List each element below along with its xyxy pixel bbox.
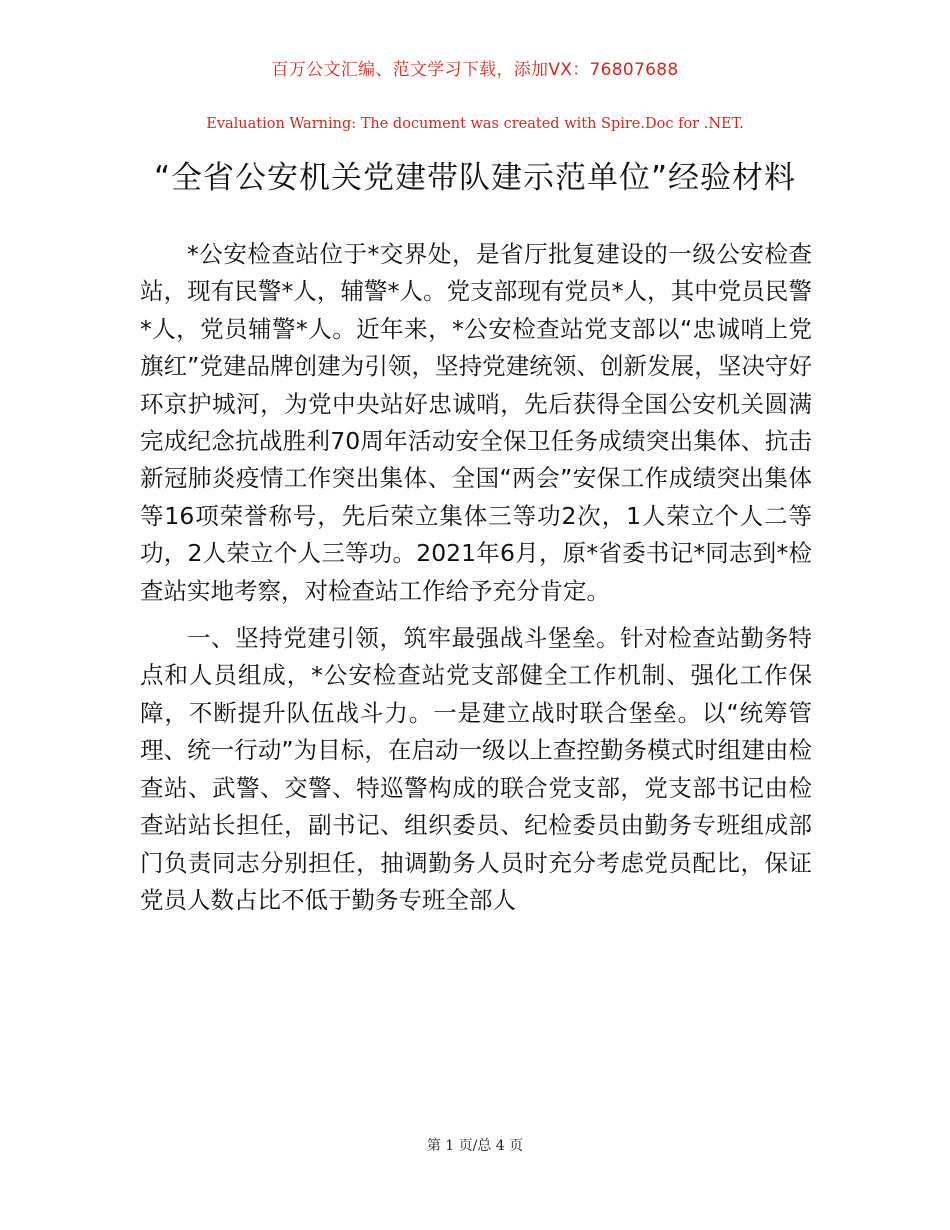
evaluation-warning: Evaluation Warning: The document was created with Spire.Doc for .NET. <box>206 116 744 132</box>
page-number-footer: 第 1 页/总 4 页 <box>426 1138 524 1154</box>
body-paragraph-section-1: 一、坚持党建引领，筑牢最强战斗堡垒。针对检查站勤务特点和人员组成，*公安检查站党支部健全工作机制、强化工作保障，不断提升队伍战斗力。一是建立战时联合堡垒。以“统筹管理、统一行动”为目标，在启动一级以上查控勤务模式时组建由检查站、武警、交警、特巡警构成的联合党支部，党支部书记由检查站站长担任，副书记、组织委员、纪检委员由勤务专班组成部门负责同志分别担任，抽调勤务人员时充分考虑党员配比，保证党员人数占比不低于勤务专班全部人 <box>140 624 812 914</box>
document-body <box>140 236 812 919</box>
document-title: “全省公安机关党建带队建示范单位”经验材料 <box>153 160 797 196</box>
header-banner: 百万公文汇编、范文学习下载，添加VX：76807688 <box>271 60 679 80</box>
body-paragraph-intro: *公安检查站位于*交界处，是省厅批复建设的一级公安检查站，现有民警*人，辅警*人。党支部现有党员*人，其中党员民警*人，党员辅警*人。近年来，*公安检查站党支部以“忠诚哨上党旗红”党建品牌创建为引领，坚持党建统领、创新发展，坚决守好环京护城河，为党中央站好忠诚哨，先后获得全国公安机关圆满完成纪念抗战胜利70周年活动安全保卫任务成绩突出集体、抗击新冠肺炎疫情工作突出集体、全国“两会”安保工作成绩突出集体等16项荣誉称号，先后荣立集体三等功2次，1人荣立个人二等功，2人荣立个人三等功。2021年6月，原*省委书记*同志到*检查站实地考察，对检查站工作给予充分肯定。 <box>140 240 812 605</box>
